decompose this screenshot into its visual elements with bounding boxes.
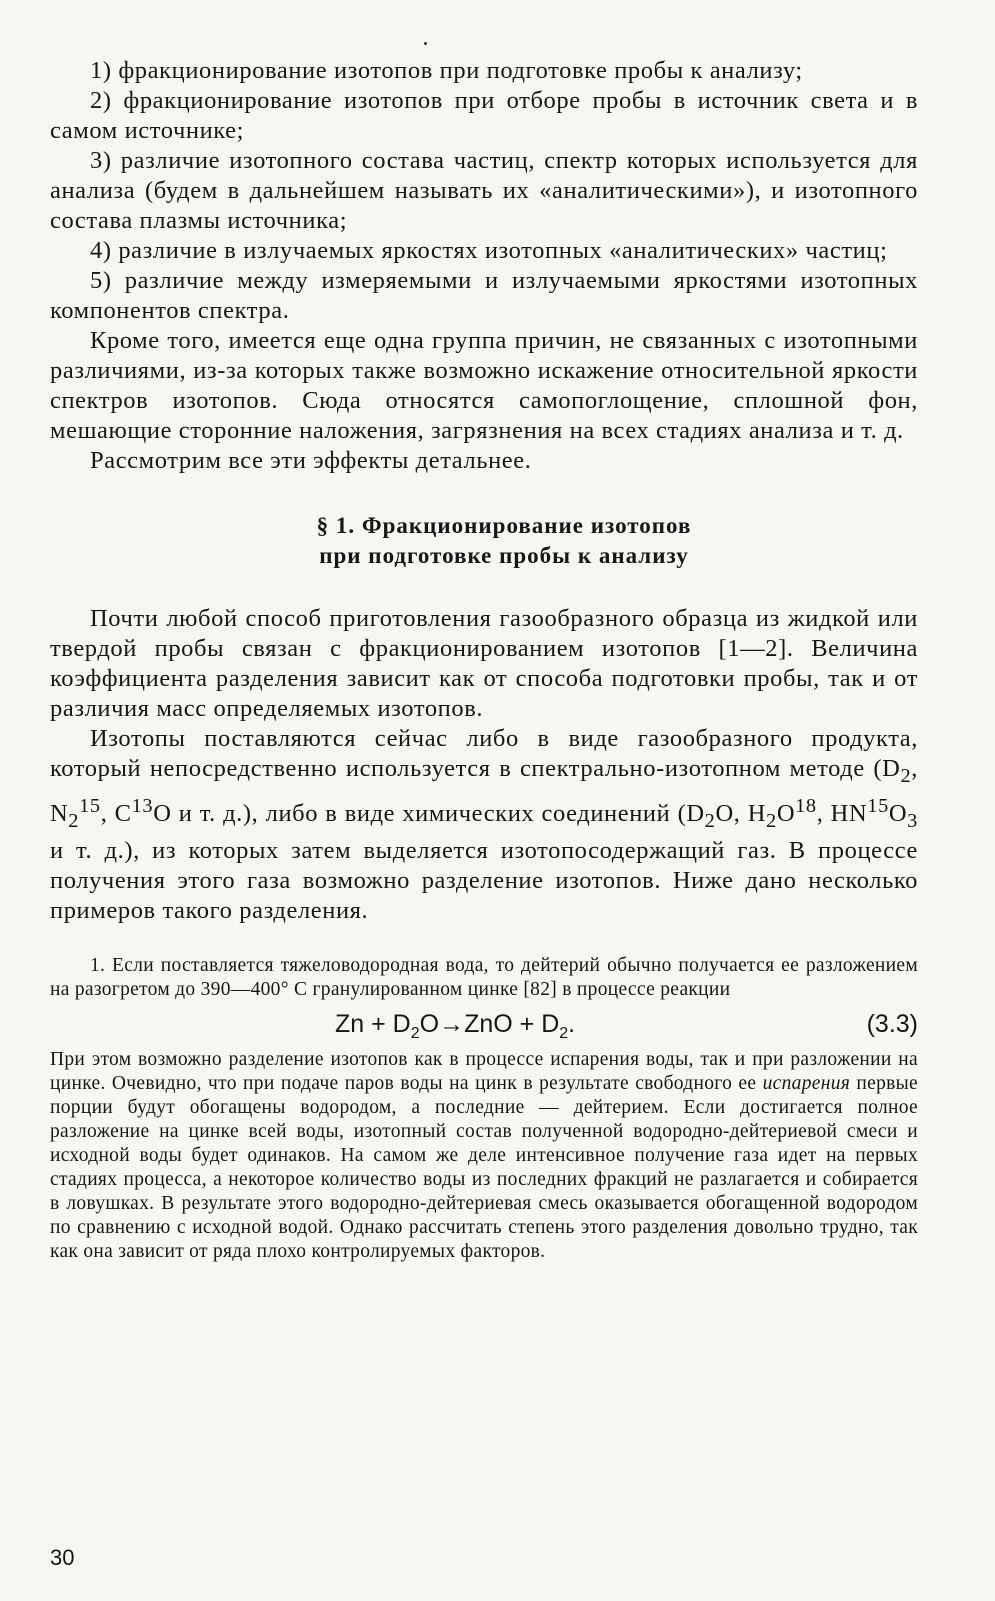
- list-item-1: 1) фракционирование изотопов при подготовке пробы к анализу;: [90, 57, 803, 84]
- page-body: [50, 56, 918, 1264]
- page-number: 30: [50, 1545, 75, 1570]
- paragraph-other-causes: Кроме того, имеется еще одна группа причин, не связанных с изотопными различиями, из-за которых также возможно искажение относительной яркости спектров изотопов. Сюда относятся самопоглощение, сплошной фон, мешающие сторонние наложения, загрязнения на всех стадиях анализа и т. д.: [50, 327, 918, 444]
- section-heading-line-2: при подготовке пробы к анализу: [319, 543, 689, 568]
- list-item-3: 3) различие изотопного состава частиц, спектр которых используется для анализа (будем в дальнейшем называть их «аналитическими»), и изотопного состава плазмы источника;: [50, 147, 918, 234]
- equation-number: (3.3): [866, 1009, 918, 1038]
- list-item-5: 5) различие между измеряемыми и излучаемыми яркостями изотопных компонентов спектра.: [50, 267, 918, 324]
- paragraph-isotope-supply: Изотопы поставляются сейчас либо в виде газообразного продукта, который непосредственно используется в спектрально-изотопном методе ($D_2$, $N_2^{15}$, $C^{13}O$ и т. д.), либо в виде химических соединений ($D_2O$, $H_2O^{18}$, $HN^{15}O_3$ и т. д.), из которых затем выделяется изотопосодержащий газ. В процессе получения этого газа возможно разделение изотопов. Ниже дано несколько примеров такого разделения.: [50, 725, 918, 924]
- section-heading-line-1: § 1. Фракционирование изотопов: [316, 513, 692, 538]
- equation-3-3: [50, 1006, 918, 1046]
- section-heading: [50, 511, 918, 571]
- list-item-2: 2) фракционирование изотопов при отборе пробы в источник света и в самом источнике;: [50, 87, 918, 144]
- print-speck: [424, 42, 427, 45]
- example-1-text: 1. Если поставляется тяжеловодородная вода, то дейтерий обычно получается ее разложением на разогретом до 390—400° С гранулированном цинке [82] в процессе реакции: [50, 954, 918, 1000]
- paragraph-separation-details: При этом возможно разделение изотопов как в процессе испарения воды, так и при разложении на цинке. Очевидно, что при подаче паров воды на цинк в результате свободного ее испарения первые порции будут обогащены водородом, а последние — дейтерием. Если достигается полное разложение на цинке всей воды, изотопный состав полученной водородно-дейтериевой смеси и исходной воды будет одинаков. На самом же деле интенсивное получение газа идет на первых стадиях процесса, а некоторое количество воды из последних фракций не разлагается и собирается в ловушках. В результате этого водородно-дейтериевая смесь оказывается обогащенной водородом по сравнению с исходной водой. Однако рассчитать степень этого разделения довольно трудно, так как она зависит от ряда плохо контролируемых факторов.: [50, 1048, 919, 1262]
- list-item-4: 4) различие в излучаемых яркостях изотопных «аналитических» частиц;: [90, 237, 888, 264]
- equation-formula: $Zn + D_2O\to ZnO + D_2$.: [335, 1009, 576, 1042]
- paragraph-sample-preparation: Почти любой способ приготовления газообразного образца из жидкой или твердой пробы связан с фракционированием изотопов [1—2]. Величина коэффициента разделения зависит как от способа подготовки пробы, так и от различия масс определяемых изотопов.: [50, 605, 918, 722]
- paragraph-consider: Рассмотрим все эти эффекты детальнее.: [90, 447, 532, 474]
